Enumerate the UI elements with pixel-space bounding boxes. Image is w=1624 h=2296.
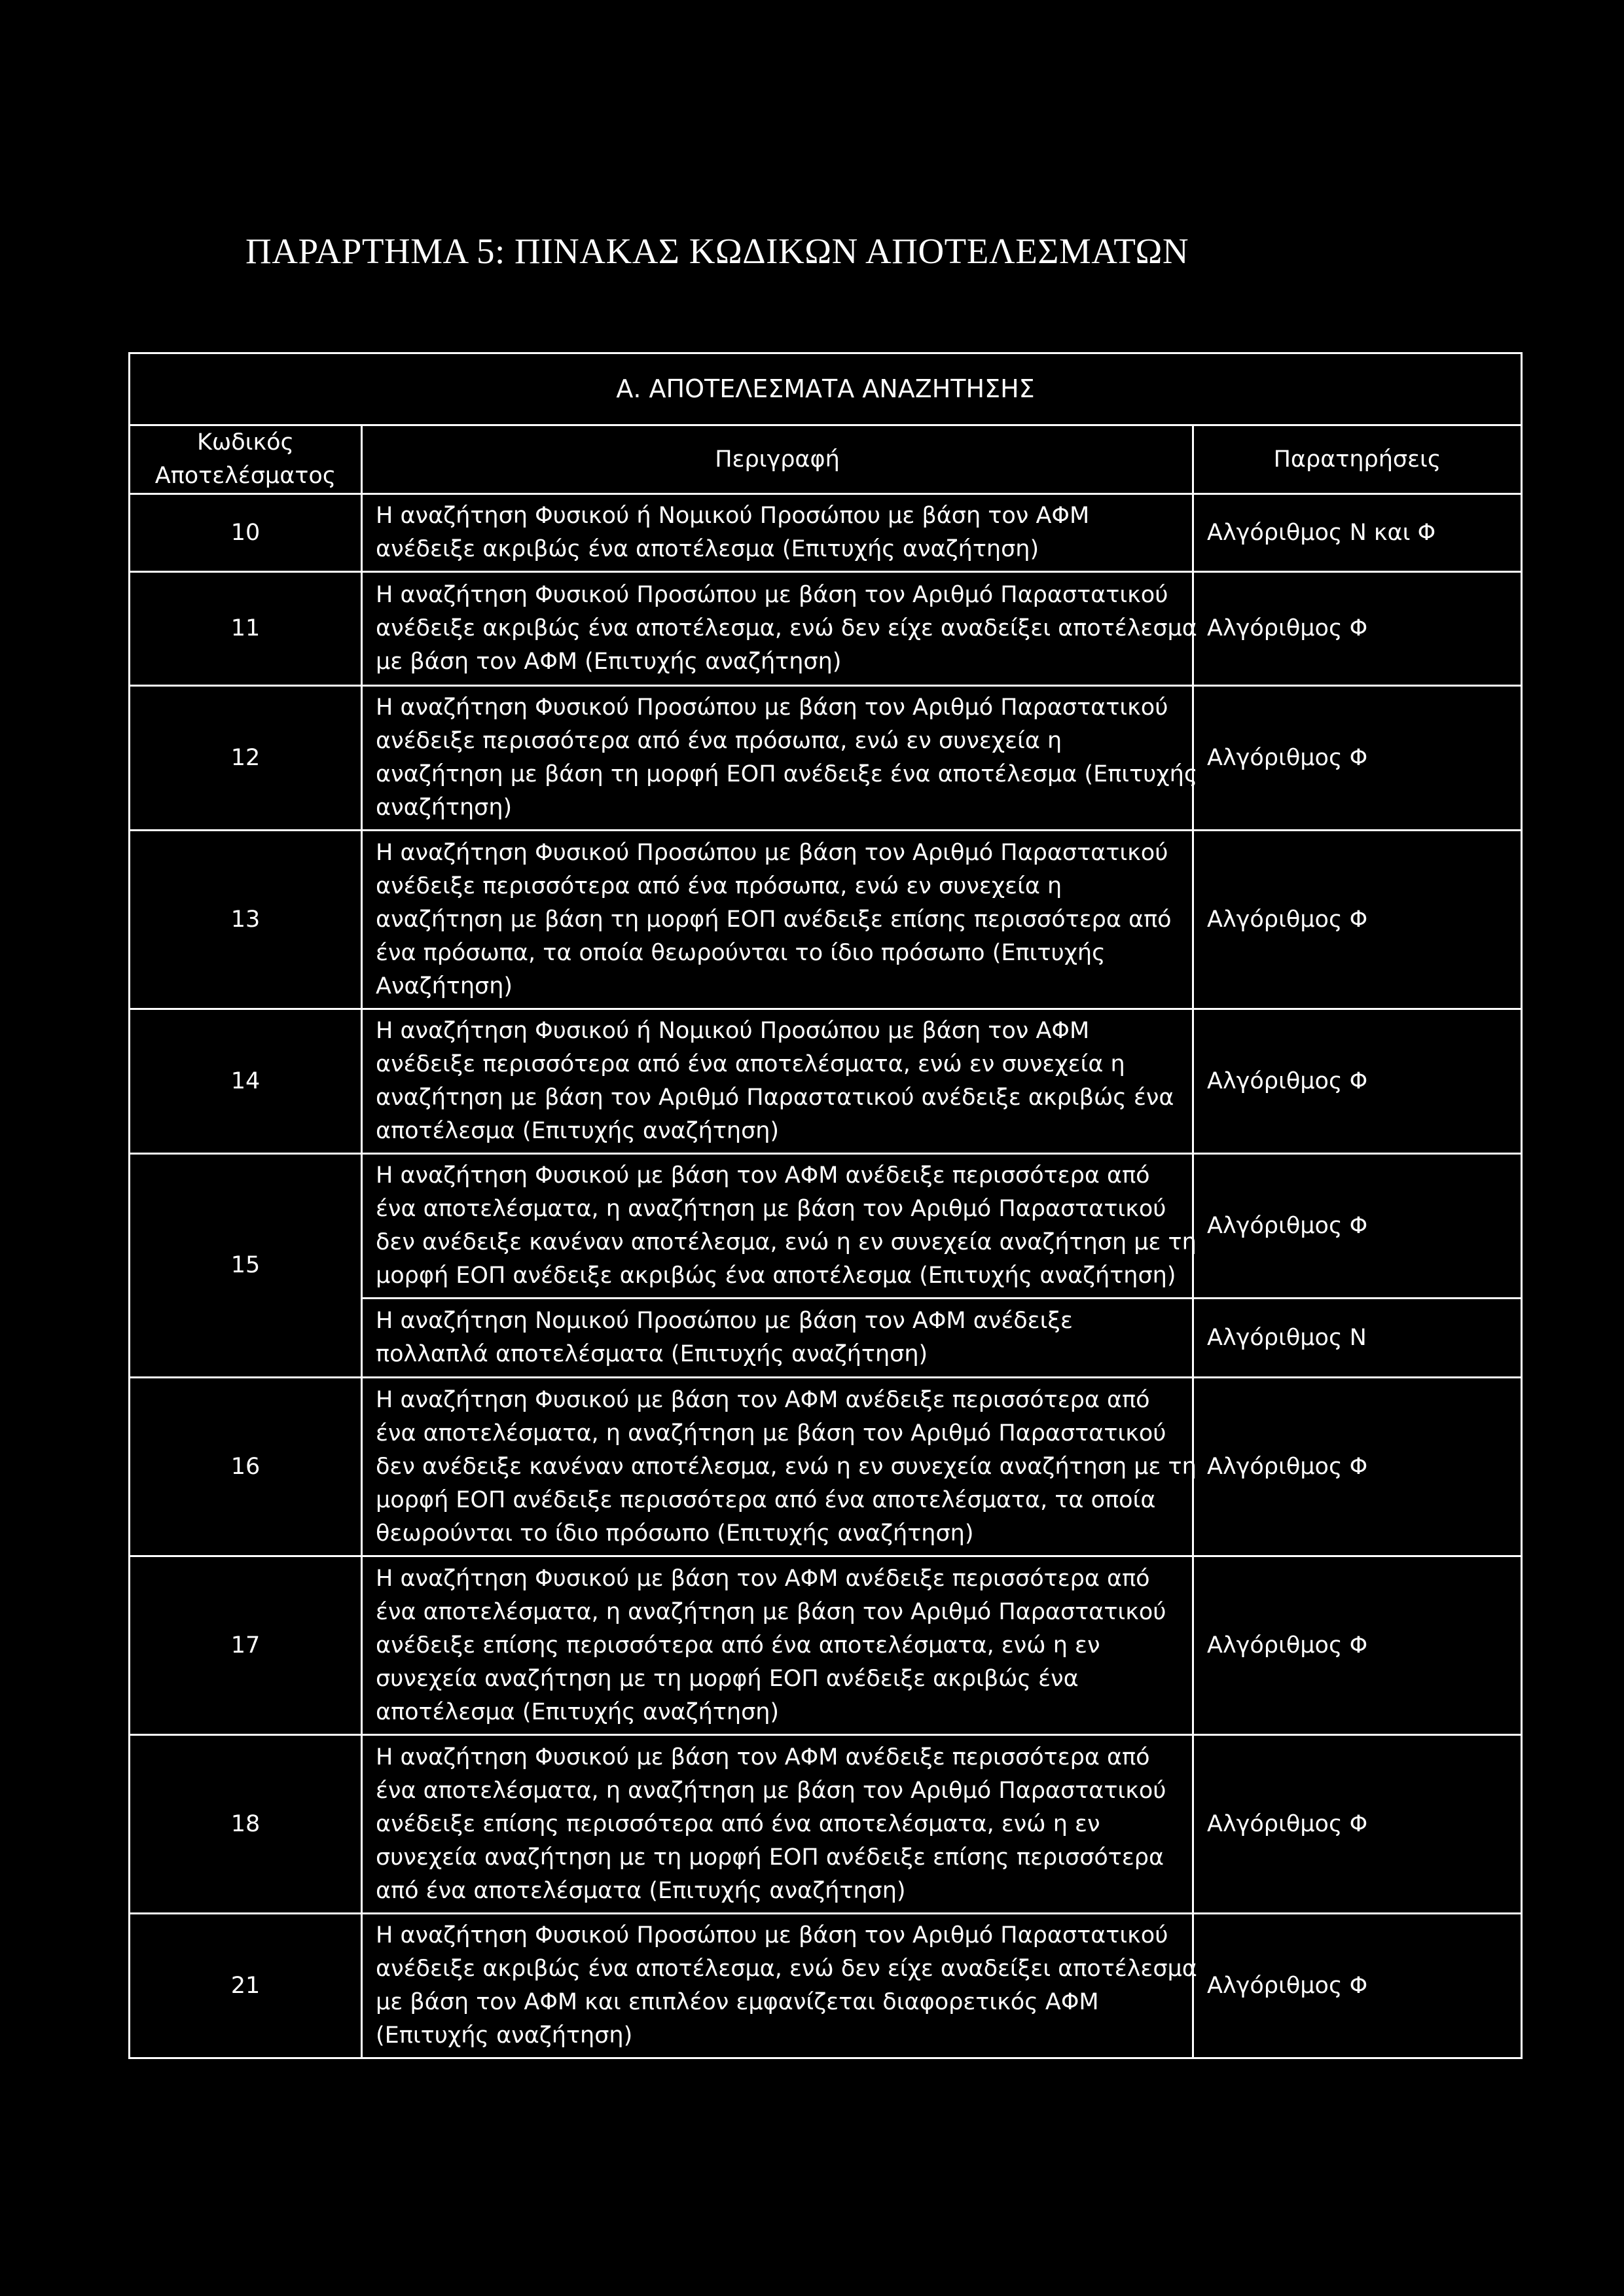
result-code: 17 — [130, 1556, 362, 1735]
description-line: ένα αποτελέσματα, η αναζήτηση με βάση τον Αριθμό Παραστατικού — [376, 1420, 1166, 1446]
code-column-header — [130, 425, 362, 494]
description-line: συνεχεία αναζήτηση με τη μορφή ΕΟΠ ανέδειξε επίσης περισσότερα — [376, 1844, 1164, 1871]
description-line: ένα αποτελέσματα, η αναζήτηση με βάση τον Αριθμό Παραστατικού — [376, 1196, 1166, 1222]
code-header-line: Κωδικός — [196, 429, 295, 456]
header-row — [130, 425, 1522, 494]
result-notes: Αλγόριθμος Φ — [1193, 686, 1522, 831]
result-description — [362, 1914, 1197, 2058]
result-description — [362, 1556, 1193, 1735]
description-line: αναζήτηση με βάση τη μορφή ΕΟΠ ανέδειξε ένα αποτέλεσμα (Επιτυχής — [376, 761, 1198, 787]
description-line: αναζήτηση με βάση τη μορφή ΕΟΠ ανέδειξε επίσης περισσότερα από — [376, 906, 1172, 933]
description-line: Αναζήτηση) — [376, 973, 513, 999]
description-line: Η αναζήτηση Φυσικού ή Νομικού Προσώπου με βάση τον ΑΦΜ — [376, 503, 1090, 529]
description-line: με βάση τον ΑΦΜ και επιπλέον εμφανίζεται διαφορετικός ΑΦΜ — [376, 1989, 1099, 2015]
result-notes: Αλγόριθμος Φ — [1193, 572, 1522, 686]
result-description — [362, 572, 1197, 686]
description-line: από ένα αποτελέσματα (Επιτυχής αναζήτηση) — [376, 1877, 906, 1904]
result-description — [362, 1378, 1197, 1556]
description-line: αποτέλεσμα (Επιτυχής αναζήτηση) — [376, 1698, 780, 1725]
description-line: ανέδειξε ακριβώς ένα αποτέλεσμα, ενώ δεν είχε αναδείξει αποτέλεσμα — [376, 615, 1197, 641]
description-line: αποτέλεσμα (Επιτυχής αναζήτηση) — [376, 1118, 780, 1144]
description-line: μορφή ΕΟΠ ανέδειξε ακριβώς ένα αποτέλεσμα (Επιτυχής αναζήτηση) — [376, 1263, 1176, 1289]
code-header-line: Αποτελέσματος — [154, 463, 336, 489]
result-code: 10 — [130, 494, 362, 572]
description-line: Η αναζήτηση Φυσικού με βάση τον ΑΦΜ ανέδειξε περισσότερα από — [376, 1162, 1150, 1189]
description-line: αναζήτηση) — [376, 795, 513, 821]
result-notes: Αλγόριθμος Φ — [1193, 1556, 1522, 1735]
description-line: (Επιτυχής αναζήτηση) — [376, 2022, 633, 2049]
description-line: ένα πρόσωπα, τα οποία θεωρούνται το ίδιο πρόσωπο (Επιτυχής — [376, 939, 1106, 966]
result-description — [362, 686, 1198, 831]
description-line: μορφή ΕΟΠ ανέδειξε περισσότερα από ένα αποτελέσματα, τα οποία — [376, 1486, 1156, 1513]
table-row — [130, 1009, 1522, 1154]
description-line: Η αναζήτηση Φυσικού Προσώπου με βάση τον Αριθμό Παραστατικού — [376, 582, 1168, 608]
result-code: 16 — [130, 1378, 362, 1556]
table-row — [130, 831, 1522, 1009]
result-notes: Αλγόριθμος Ν — [1193, 1299, 1522, 1378]
result-code: 18 — [130, 1735, 362, 1914]
page-title: ΠΑΡΑΡΤΗΜΑ 5: ΠΙΝΑΚΑΣ ΚΩΔΙΚΩΝ ΑΠΟΤΕΛΕΣΜΑΤΩΝ — [245, 231, 1189, 271]
table-row — [130, 572, 1522, 686]
description-column-header: Περιγραφή — [362, 425, 1193, 494]
result-notes: Αλγόριθμος Φ — [1193, 831, 1522, 1009]
result-code: 13 — [130, 831, 362, 1009]
description-line: Η αναζήτηση Φυσικού Προσώπου με βάση τον Αριθμό Παραστατικού — [376, 839, 1168, 866]
result-notes: Αλγόριθμος Φ — [1193, 1009, 1522, 1154]
notes-column-header: Παρατηρήσεις — [1193, 425, 1522, 494]
description-line: θεωρούνται το ίδιο πρόσωπο (Επιτυχής αναζήτηση) — [376, 1520, 974, 1547]
description-line: Η αναζήτηση Φυσικού με βάση τον ΑΦΜ ανέδειξε περισσότερα από — [376, 1565, 1150, 1592]
table-row — [130, 1556, 1522, 1735]
table-row — [130, 494, 1522, 572]
table-row — [130, 1914, 1522, 2058]
description-line: ανέδειξε ακριβώς ένα αποτέλεσμα (Επιτυχής αναζήτηση) — [376, 536, 1039, 562]
description-line: πολλαπλά αποτελέσματα (Επιτυχής αναζήτηση) — [376, 1341, 928, 1367]
result-code: 15 — [130, 1154, 362, 1378]
result-notes: Αλγόριθμος Φ — [1193, 1378, 1522, 1556]
description-line: ένα αποτελέσματα, η αναζήτηση με βάση τον Αριθμό Παραστατικού — [376, 1598, 1166, 1625]
result-notes: Αλγόριθμος Φ — [1193, 1914, 1522, 2058]
description-line: Η αναζήτηση Φυσικού με βάση τον ΑΦΜ ανέδειξε περισσότερα από — [376, 1386, 1150, 1413]
result-code: 21 — [130, 1914, 362, 2058]
description-line: συνεχεία αναζήτηση με τη μορφή ΕΟΠ ανέδειξε ακριβώς ένα — [376, 1665, 1079, 1692]
description-line: ανέδειξε περισσότερα από ένα αποτελέσματα, ενώ εν συνεχεία η — [376, 1051, 1125, 1077]
result-notes: Αλγόριθμος Ν και Φ — [1193, 494, 1522, 572]
description-line: δεν ανέδειξε κανέναν αποτέλεσμα, ενώ η εν συνεχεία αναζήτηση με τη — [376, 1453, 1197, 1480]
description-line: ανέδειξε επίσης περισσότερα από ένα αποτελέσματα, ενώ η εν — [376, 1810, 1100, 1837]
table-row — [130, 1735, 1522, 1914]
result-notes: Αλγόριθμος Φ — [1193, 1735, 1522, 1914]
description-line: αναζήτηση με βάση τον Αριθμό Παραστατικού ανέδειξε ακριβώς ένα — [376, 1085, 1174, 1111]
result-code: 14 — [130, 1009, 362, 1154]
description-line: Η αναζήτηση Φυσικού ή Νομικού Προσώπου με βάση τον ΑΦΜ — [376, 1018, 1090, 1044]
description-line: Η αναζήτηση Φυσικού Προσώπου με βάση τον Αριθμό Παραστατικού — [376, 1922, 1168, 1948]
result-code: 11 — [130, 572, 362, 686]
table-row — [130, 1378, 1522, 1556]
result-description — [362, 831, 1193, 1009]
table-row — [130, 686, 1522, 831]
description-line: ανέδειξε περισσότερα από ένα πρόσωπα, ενώ εν συνεχεία η — [376, 728, 1062, 754]
description-line: δεν ανέδειξε κανέναν αποτέλεσμα, ενώ η εν συνεχεία αναζήτηση με τη — [376, 1229, 1197, 1255]
result-description — [362, 494, 1193, 572]
result-code: 12 — [130, 686, 362, 831]
table-row — [130, 1154, 1522, 1299]
description-line: ένα αποτελέσματα, η αναζήτηση με βάση τον Αριθμό Παραστατικού — [376, 1777, 1166, 1804]
result-notes: Αλγόριθμος Φ — [1193, 1154, 1522, 1299]
description-line: Η αναζήτηση Φυσικού Προσώπου με βάση τον Αριθμό Παραστατικού — [376, 694, 1168, 721]
description-line: Η αναζήτηση Φυσικού με βάση τον ΑΦΜ ανέδειξε περισσότερα από — [376, 1744, 1150, 1770]
description-line: Η αναζήτηση Νομικού Προσώπου με βάση τον ΑΦΜ ανέδειξε — [376, 1308, 1073, 1334]
description-line: με βάση τον ΑΦΜ (Επιτυχής αναζήτηση) — [376, 649, 842, 675]
result-description — [362, 1299, 1193, 1378]
description-line: ανέδειξε περισσότερα από ένα πρόσωπα, ενώ εν συνεχεία η — [376, 872, 1062, 899]
result-codes-table — [128, 352, 1523, 2059]
result-description — [362, 1009, 1193, 1154]
result-description — [362, 1154, 1197, 1299]
description-line: ανέδειξε επίσης περισσότερα από ένα αποτελέσματα, ενώ η εν — [376, 1632, 1100, 1659]
section-title: Α. ΑΠΟΤΕΛΕΣΜΑΤΑ ΑΝΑΖΗΤΗΣΗΣ — [130, 353, 1522, 425]
result-description — [362, 1735, 1193, 1914]
description-line: ανέδειξε ακριβώς ένα αποτέλεσμα, ενώ δεν είχε αναδείξει αποτέλεσμα — [376, 1956, 1197, 1982]
